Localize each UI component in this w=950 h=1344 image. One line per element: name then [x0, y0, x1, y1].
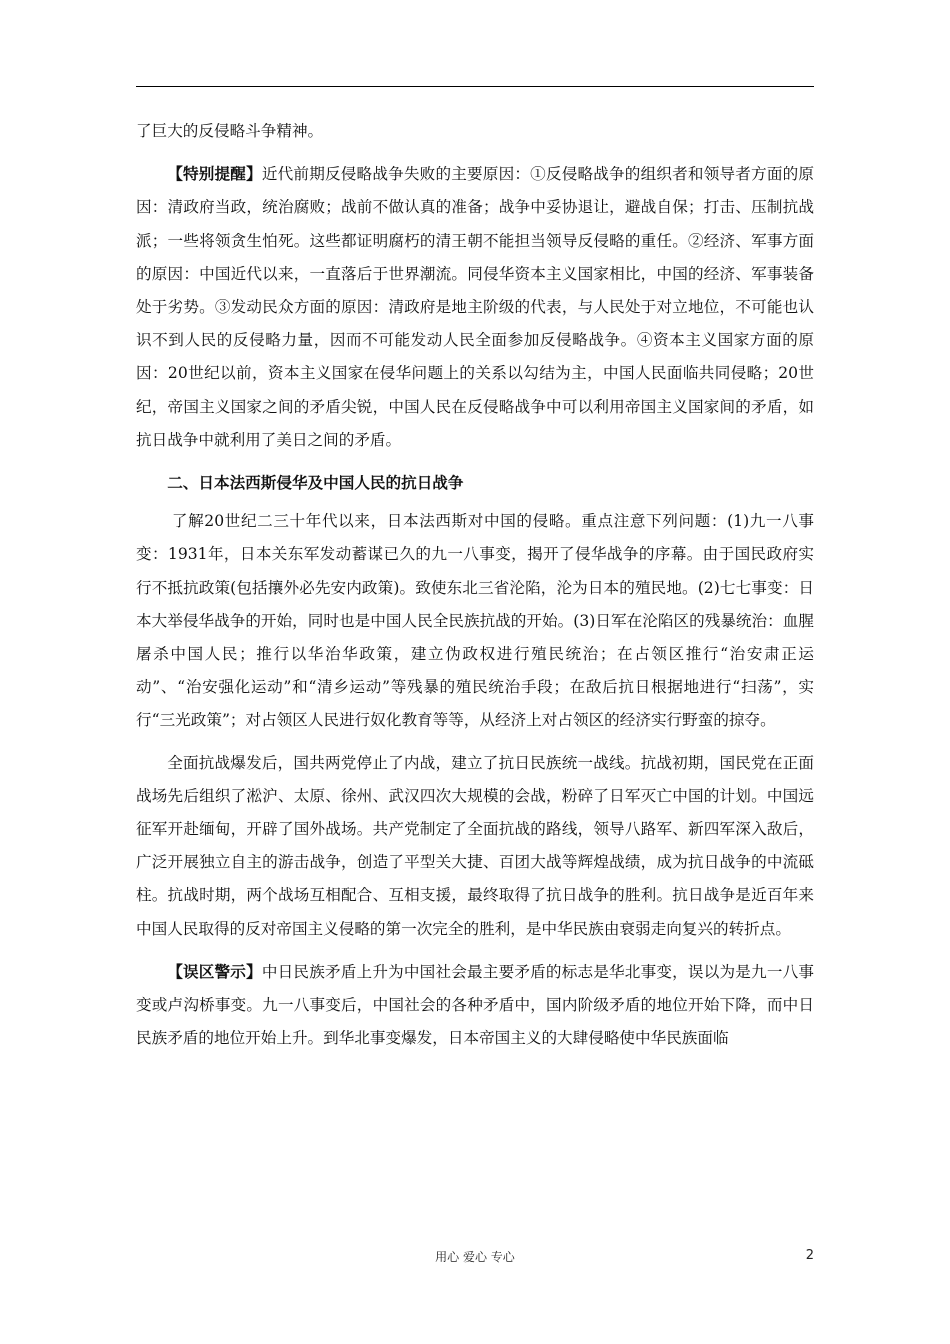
- paragraph-japanese-invasion: [136, 505, 814, 737]
- paragraph-misconception-warning: [136, 955, 814, 1056]
- special-reminder-text: 近代前期反侵略战争失败的主要原因：①反侵略战争的组织者和领导者方面的原因：清政府当政，统治腐败；战前不做认真的准备；战争中妥协退让，避战自保；打击、压制抗战派；一些将领贪生怕死。这些都证明腐朽的清王朝不能担当领导反侵略的重任。②经济、军事方面的原因：中国近代以来，一直落后于世界潮流。同侵华资本主义国家相比，中国的经济、军事装备处于劣势。③发动民众方面的原因：清政府是地主阶级的代表，与人民处于对立地位，不可能也认识不到人民的反侵略力量，因而不可能发动人民全面参加反侵略战争。④资本主义国家方面的原因：20世纪以前，资本主义国家在侵华问题上的关系以勾结为主，中国人民面临共同侵略；20世纪，帝国主义国家之间的矛盾尖锐，中国人民在反侵略战争中可以利用帝国主义国家间的矛盾，如抗日战争中就利用了美日之间的矛盾。: [136, 165, 814, 449]
- misconception-text: 中日民族矛盾上升为中国社会最主要矛盾的标志是华北事变，误以为是九一八事变或卢沟桥事变。九一八事变后，中国社会的各种矛盾中，国内阶级矛盾的地位开始下降，而中日民族矛盾的地位开始上升。到华北事变爆发，日本帝国主义的大肆侵略使中华民族面临: [136, 962, 814, 1048]
- misconception-label: 【误区警示】: [167, 961, 262, 981]
- paragraph-text: 全面抗战爆发后，国共两党停止了内战，建立了抗日民族统一战线。抗战初期，国民党在正面战场先后组织了淞沪、太原、徐州、武汉四次大规模的会战，粉碎了日军灭亡中国的计划。中国远征军开赴缅甸，开辟了国外战场。共产党制定了全面抗战的路线，领导八路军、新四军深入敌后，广泛开展独立自主的游击战争，创造了平型关大捷、百团大战等辉煌战绩，成为抗日战争的中流砥柱。抗战时期，两个战场互相配合、互相支援，最终取得了抗日战争的胜利。抗日战争是近百年来中国人民取得的反对帝国主义侵略的第一次完全的胜利，是中华民族由衰弱走向复兴的转折点。: [136, 753, 814, 938]
- page-footer: [0, 1248, 950, 1268]
- paragraph-full-war: [136, 747, 814, 946]
- page-body: [136, 115, 814, 1064]
- page-number: 2: [805, 1248, 814, 1263]
- paragraph-continued: [136, 115, 814, 148]
- section-heading-2: 二、日本法西斯侵华及中国人民的抗日战争: [167, 473, 464, 493]
- footer-motto: 用心 爱心 专心: [435, 1250, 515, 1264]
- header-rule: [136, 86, 814, 87]
- paragraph-text: 了巨大的反侵略斗争精神。: [136, 122, 324, 140]
- paragraph-special-reminder: [136, 157, 814, 457]
- paragraph-text: 了解20世纪二三十年代以来，日本法西斯对中国的侵略。重点注意下列问题：(1)九一八事变：1931年，日本关东军发动蓄谋已久的九一八事变，揭开了侵华战争的序幕。由于国民政府实行不抵抗政策(包括攘外必先安内政策)。致使东北三省沦陷，沦为日本的殖民地。(2)七七事变：日本大举侵华战争的开始，同时也是中国人民全民族抗战的开始。(3)日军在沦陷区的残暴统治：血腥屠杀中国人民；推行以华治华政策，建立伪政权进行殖民统治；在占领区推行“治安肃正运动”、“治安强化运动”和“清乡运动”等残暴的殖民统治手段；在敌后抗日根据地进行“扫荡”，实行“三光政策”；对占领区人民进行奴化教育等等，从经济上对占领区的经济实行野蛮的掠夺。: [136, 512, 814, 730]
- special-reminder-label: 【特别提醒】: [167, 164, 262, 184]
